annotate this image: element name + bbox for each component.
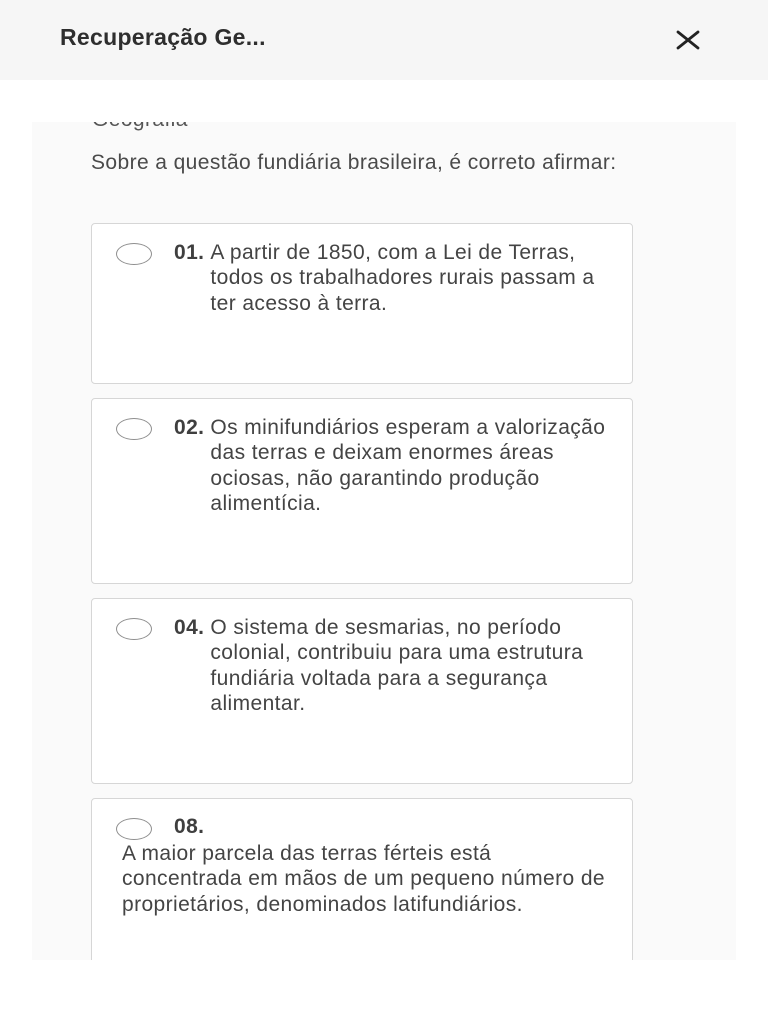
close-icon — [675, 30, 701, 50]
question-scroll-area[interactable] — [32, 80, 736, 960]
option-text: A partir de 1850, com a Lei de Terras, todos os trabalhadores rurais passam a ter acesso à terra. — [210, 241, 595, 315]
option-label — [174, 415, 614, 516]
option-label — [174, 615, 614, 716]
option-01[interactable] — [91, 223, 633, 384]
option-radio[interactable] — [116, 618, 152, 640]
close-button[interactable] — [672, 24, 704, 56]
option-number: 02. — [174, 416, 205, 439]
option-text: Os minifundiários esperam a valorização das terras e deixam enormes áreas ociosas, não garantindo produção alimentícia. — [210, 416, 606, 515]
option-text: A maior parcela das terras férteis está concentrada em mãos de um pequeno número de proprietários, denominados latifundiários. — [122, 842, 605, 916]
option-number: 08. — [174, 815, 205, 838]
option-radio[interactable] — [116, 418, 152, 440]
option-08[interactable] — [91, 798, 633, 960]
top-bar — [0, 0, 768, 80]
option-label — [174, 240, 614, 316]
scroll-clip — [32, 80, 736, 122]
option-02[interactable] — [91, 398, 633, 584]
option-number: 04. — [174, 616, 205, 639]
option-radio[interactable] — [116, 243, 152, 265]
option-number: 01. — [174, 241, 205, 264]
page-title: Recuperação Ge... — [60, 24, 266, 50]
question-text: Sobre a questão fundiária brasileira, é correto afirmar: — [91, 151, 617, 174]
option-radio[interactable] — [116, 818, 152, 840]
option-text: O sistema de sesmarias, no período colonial, contribuiu para uma estrutura fundiária voltada para a segurança alimentar. — [210, 616, 584, 715]
option-04[interactable] — [91, 598, 633, 784]
